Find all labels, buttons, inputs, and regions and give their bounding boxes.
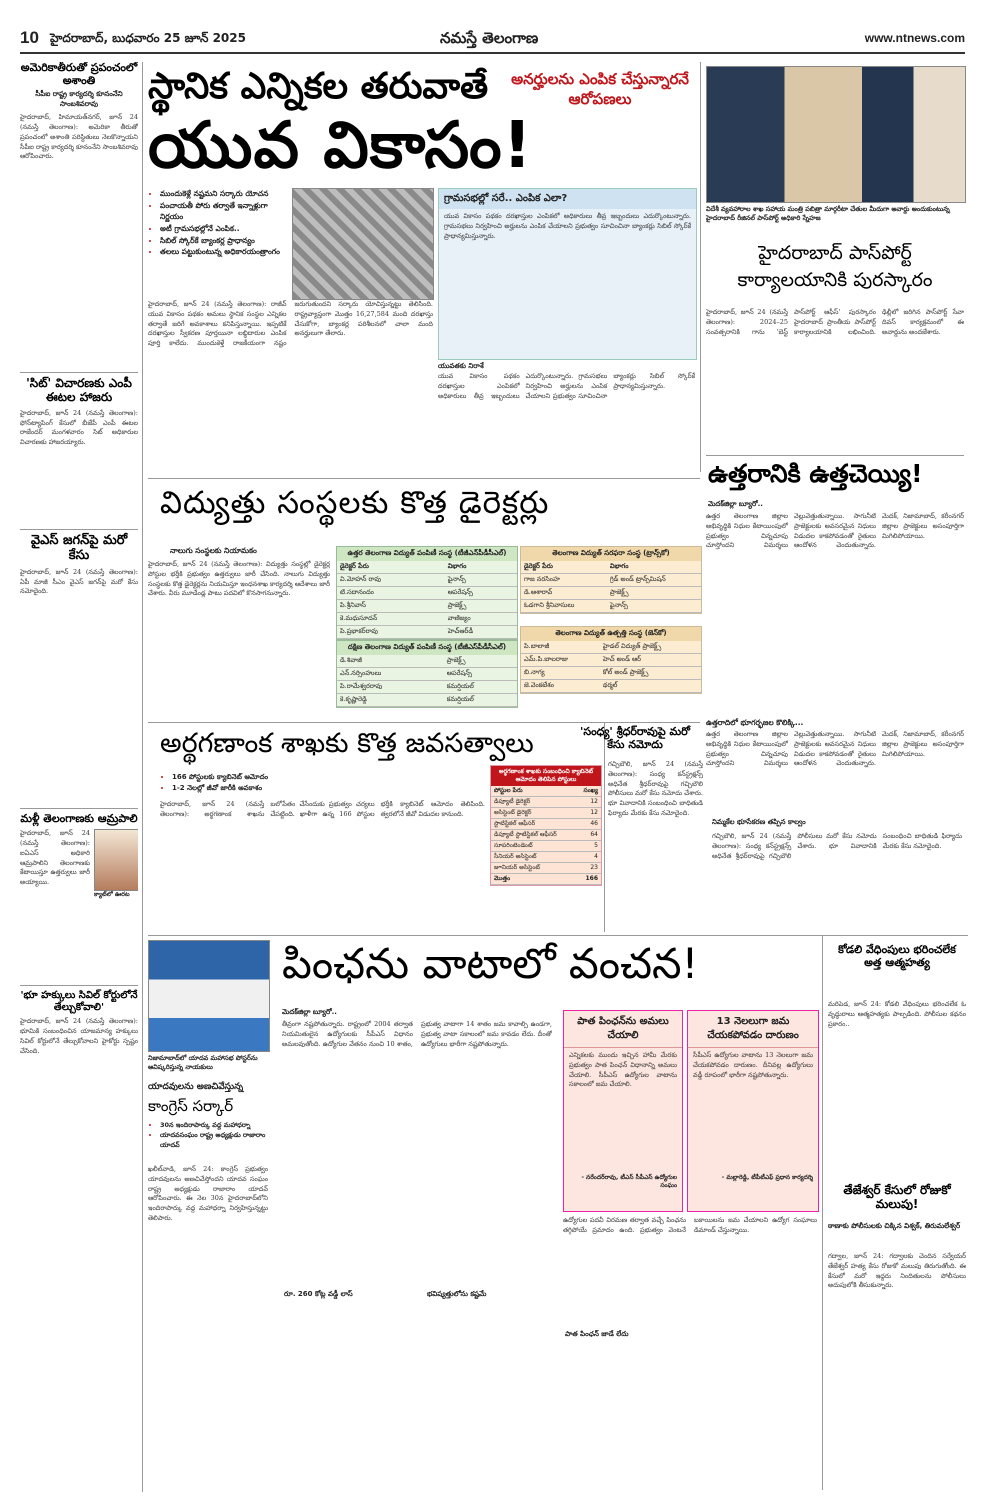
table-row: పి.బాలాజీ హైడల్ విద్యుత్ ప్రాజెక్ట్స్ [521,641,701,654]
table-row: మొత్తం 166 [491,873,601,884]
pension-box2-body: సీపీఎస్ ఉద్యోగుల వాటాను 13 నెలలుగా జమ చేయకపోవడం దారుణం. దీనివల్ల ఉద్యోగులు వడ్డీ రూపంలో భారీగా నష్టపోతున్నారు. [693,1051,813,1079]
story3-title: వైఎస్ జగన్‌పై మరో కేసు [20,529,138,564]
table-row: అసిస్టెంట్ డైరెక్టర్ 12 [491,807,601,818]
table-header: విభాగం [607,561,701,574]
lead-kicker: స్థానిక ఎన్నికల తరువాతే [148,66,489,107]
finance-table-title: అర్థగణాంక శాఖకు సంబంధించి క్యాబినెట్ ఆమోదం తెలిపిన పోస్టులు [491,766,601,786]
passport-headline: హైదరాబాద్ పాస్‌పోర్ట్ కార్యాలయానికి పురస్కారం [737,242,933,291]
lead-bullet-list [148,188,288,258]
story4-body: హైదరాబాద్, జూన్ 24 (నమస్తే తెలంగాణ): ఐఏఎస్ అధికారి ఆమ్రపాలిని తెలంగాణకు కేటాయిస్తూ ఉత్తర్వులు జారీ అయ్యాయి. [20,829,90,887]
table-row: డిప్యూటీ స్టాటిస్టికల్ ఆఫీసర్ 64 [491,829,601,840]
story2-body: హైదరాబాద్, జూన్ 24 (నమస్తే తెలంగాణ): ఫోన్‌ట్యాపింగ్ కేసులో బీజేపీ ఎంపీ ఈటల రాజేందర్ మంగళవారం సిట్ అధికారుల విచారణకు హాజరయ్యారు. [20,408,138,447]
paper-name: నమస్తే తెలంగాణ [440,29,539,47]
table-header: డైరెక్టర్ పేరు [521,561,607,574]
table-row: ఎమ్.పి.బాలరాజు హెచ్ అండ్ ఆర్ [521,654,701,667]
pension-box2-sig: - మల్లారెడ్డి, టీపీటీఎఫ్ ప్రధాన కార్యదర్శి [721,1174,813,1181]
table-row: టి.సదానందం ఆపరేషన్స్ [337,587,517,600]
press-caption: నిజామాబాద్‌లో యాదవ మహాసభ పోస్టర్‌ను ఆవిష్కరిస్తున్న నాయకులు [148,1054,258,1072]
power-table [337,561,517,639]
lead-bullet: • ముందుకెళ్లే నష్టమని సర్కారు యోచన [160,188,288,200]
pension-box2 [687,1010,819,1212]
table-row: పి.రామేశ్వరరావు కమర్షియల్ [337,681,517,694]
table-row: డిప్యూటీ డైరెక్టర్ 12 [491,796,601,807]
power-table-transco [520,546,702,614]
murder-bullet: ఠాణాకు పోలీసులకు చిక్కిన విశ్వక్, తిరుమలేశ్వర్ [828,1222,961,1230]
table-row: పి.శ్రీనివాస్ ప్రాజెక్ట్స్ [337,600,517,613]
lead-body: హైదరాబాద్, జూన్ 24 (నమస్తే తెలంగాణ): రాజీవ్ యువ వికాసం పథకం అమలు స్థానిక సంస్థల ఎన్నికల తర్వాతే జరిగే అవకాశాలు కనిపిస్తున్నాయి. ఇప్పటికే దరఖాస్తుల స్వీకరణ పూర్తయినా లబ్ధిదారుల ఎంపిక పూర్తి కాలేదు. ముందుకెళ్తే రాజకీయంగా నష్టం జరుగుతుందని సర్కారు యోచిస్తున్నట్టు తెలిసింది. రాష్ట్రవ్యాప్తంగా మొత్తం 16,27,584 మంది దరఖాస్తు చేసుకోగా, బ్యాంకర్ల పరిశీలనలో చాలా మంది అనర్హులుగా తేలారు. [148,300,433,347]
table-row: డి.శివాజీ ప్రాజెక్ట్స్ [337,655,517,668]
press-body: ఖలీల్‌వాడి, జూన్ 24: కాంగ్రెస్ ప్రభుత్వం యాదవులను అణచివేస్తోందని యాదవ సంఘం రాష్ట్ర అధ్యక్షుడు రాజారాం యాదవ్ ఆరోపించారు. ఈ నెల 30న హైదరాబాద్‌లోని ఇందిరాపార్కు వద్ద మహాధర్నా నిర్వహిస్తున్నట్టు తెలిపారు. [148,1165,268,1222]
finance-bullet: • 1-2 నెలల్లో జీవో జారీకి అవకాశం [172,783,380,794]
story4-title: మళ్లీ తెలంగాణకు ఆమ్రపాలి [20,808,138,826]
uttaram-headline: ఉత్తరానికి ఉత్తచెయ్యి! [708,459,923,488]
table-row: స్టాటిస్టికల్ ఆఫీసర్ 46 [491,818,601,829]
lead-bullet: • సిబిల్ స్కోర్‌కే బ్యాంకర్ల ప్రాధాన్యం [160,235,288,247]
power-body: హైదరాబాద్, జూన్ 24 (నమస్తే తెలంగాణ): విద్యుత్తు సంస్థల్లో డైరెక్టర్ల పోస్టుల భర్తీకి ప్రభుత్వం ఉత్తర్వులు జారీ చేసింది. నాలుగు విద్యుత్తు సంస్థలకు కొత్త డైరెక్టర్లను నియమిస్తూ ఇంధనశాఖ కార్యదర్శి ఆదేశాలు జారీ చేశారు. వీరు మూడేండ్ల పాటు పదవిలో కొనసాగనున్నారు. [148,560,330,598]
murder-title2: తేజేశ్వర్ కేసులో రోజుకో మలుపు! [843,1183,951,1211]
murder-body2: గద్వాల, జూన్ 24: గద్వాలకు చెందిన సర్వేయర్ తేజేశ్వర్ హత్య కేసు రోజుకో మలుపు తిరుగుతోంది. ఈ కేసులో మరో ఇద్దరు నిందితులను పోలీసులు అదుపులోకి తీసుకున్నారు. [828,1252,966,1290]
story1-body: హైదరాబాద్, హిమాయత్‌నగర్, జూన్ 24 (నమస్తే తెలంగాణ): అమెరికా తీరుతో ప్రపంచంలో అశాంతి పరిస్థితులు నెలకొన్నాయని సీపీఐ రాష్ట్ర కార్యదర్శి కూనంనేని సాంబశివరావు ఆరోపించారు. [20,113,138,161]
table-row: డి.ఆశారావ్ ప్రాజెక్ట్స్ [521,587,701,600]
power-table-spdcl [336,640,518,708]
lead-box-title: గ్రామసభల్లో సరే.. ఎంపిక ఎలా? [439,189,696,209]
pension-subhead3: పాత పింఛన్ జాడే లేదు [565,1330,629,1338]
power-table [521,561,701,613]
table-row: జూనియర్ అసిస్టెంట్ 23 [491,862,601,873]
pension-box1-sig: - నరేందర్‌రావు, టీఎస్ సీపీఎస్ ఉద్యోగుల సంఘం [581,1174,677,1189]
lead-headline: యువ వికాసం! [148,109,533,183]
pension-subhead: రూ. 260 కోట్ల వడ్డీ లాస్ [284,1290,353,1298]
story5-title: 'భూ హక్కులు సివిల్ కోర్టులోనే తేల్చుకోవాలి' [20,985,138,1013]
table-row: సూపరింటెండెంట్ 5 [491,840,601,851]
murder-title: కోడలి వేధింపులు భరించలేక అత్త ఆత్మహత్య [838,943,956,969]
lead-side-box [438,188,697,360]
lead-body-right: యువ వికాసం పథకం దరఖాస్తుల ఎంపికలో అధికారులు తీవ్ర ఇబ్బందులు ఎదుర్కొంటున్నారు. గ్రామసభలు నిర్వహించి అర్హులను ఎంపిక చేయాలని ప్రభుత్వం సూచించినా బ్యాంకర్లు సిబిల్ స్కోర్‌కే ప్రాధాన్యమిస్తున్నారు. [438,372,695,400]
finance-table-box [490,765,602,886]
press-photo [148,940,270,1052]
power-table [521,641,701,693]
lead-bullet: • అటీ గ్రామసభల్లోనే ఎంపిక.. [160,223,288,235]
story4-caption: క్యాట్‌లో ఊరట [94,891,130,899]
uttaram-subhead: ఉత్తరాదిలో భూగర్భజల కొలిక్కి... [706,718,804,727]
story3-body: హైదరాబాద్, జూన్ 24 (నమస్తే తెలంగాణ): ఏపీ మాజీ సీఎం వైఎస్ జగన్‌పై మరో కేసు నమోదైంది. [20,567,138,596]
pension-subhead2: భవిష్యత్తులోను కష్టమే [427,1290,487,1298]
power-table-title: దక్షిణ తెలంగాణ విద్యుత్ పంపిణీ సంస్థ (టీజీఎస్‌పీడీసీఎల్) [337,641,517,655]
table-header: డైరెక్టర్ పేరు [337,561,445,574]
finance-bullet-list [160,772,380,794]
lead-section-label: యువతకు నిరాశే [438,362,484,370]
table-row: ఎన్.నర్సింహులు ఆపరేషన్స్ [337,668,517,681]
lead-box-body: యువ వికాసం పథకం దరఖాస్తుల ఎంపికలో అధికారులు తీవ్ర ఇబ్బందులు ఎదుర్కొంటున్నారు. గ్రామసభలు నిర్వహించి అర్హులను ఎంపిక చేయాలని ప్రభుత్వం సూచించినా బ్యాంకర్లు సిబిల్ స్కోర్‌కే ప్రాధాన్యమిస్తున్నారు. [444,212,691,240]
power-table [337,655,517,707]
table-row: కె.కృష్ణారెడ్డి కమర్షియల్ [337,694,517,707]
finance-bullets [160,772,380,794]
left-column [20,62,138,1492]
press-bullet: • యాదవసంఘం రాష్ట్ర అధ్యక్షుడు రాజారాం యాదవ్ [160,1130,268,1150]
table-row: గాజ నరసింహ గ్రిడ్ అండ్ ట్రాన్స్‌మిషన్ [521,574,701,587]
sandhya-subhead: నిమ్మకేల భూసేకరణ తప్పిన కాల్వం [712,818,806,826]
press-bullets [148,1120,268,1150]
sandhya-headline: 'సంధ్య' శ్రీధర్‌రావుపై మరో కేసు నమోదు [580,725,690,751]
passport-body: హైదరాబాద్, జూన్ 24 (నమస్తే తెలంగాణ): 2024–25 సంవత్సరానికి గాను 'బెస్ట్ పాస్‌పోర్ట్ ఆఫీస్' పురస్కారం హైదరాబాద్ ప్రాంతీయ పాస్‌పోర్ట్ కార్యాలయానికి లభించింది. ఢిల్లీలో జరిగిన పాస్‌పోర్ట్ సేవా దివస్ కార్యక్రమంలో ఈ అవార్డును అందజేశారు. [706,308,964,336]
lead-bullet: • తలలు పట్టుకుంటున్న అధికారయంత్రాంగం [160,246,288,258]
table-header: విభాగం [445,561,517,574]
power-table-genco [520,626,702,694]
table-row: జె.వెంకటేశం థర్మల్ [521,680,701,693]
finance-table [491,786,601,885]
pension-box2-title: 13 నెలలుగా జమ చేయకపోవడం దారుణం [688,1011,818,1048]
power-table-title: ఉత్తర తెలంగాణ విద్యుత్ పంపిణీ సంస్థ (టీజీఎన్‌పీడీసీఎల్) [337,547,517,561]
website: www.ntnews.com [864,31,965,45]
press-bullet: • 30న ఇందిరాపార్కు వద్ద మహాధర్నా [160,1120,268,1130]
power-table-title: తెలంగాణ విద్యుత్ ఉత్పత్తి సంస్థ (జెన్‌కో) [521,627,701,641]
table-row: ఓడగాని శ్రీనివాసులు ఫైనాన్స్ [521,600,701,613]
passport-caption: విదేశీ వ్యవహారాల శాఖ సహాయ మంత్రి పబిత్రా మార్గరీటా చేతుల మీదుగా అవార్డు అందుకుంటున్న హైదరాబాద్ రీజినల్ పాస్‌పోర్ట్ అధికారి స్నేహజ [706,205,950,223]
table-header: పోస్టుల పేరు [491,786,576,797]
press-red-kicker: యాదవులను అణచివేస్తున్న [148,1082,244,1092]
uttaram-dateline: మెదక్‌జిల్లా బ్యూరో.. [708,500,763,508]
sandhya-body: గచ్చిబౌలి, జూన్ 24 (నమస్తే తెలంగాణ): సంధ్య కన్‌స్ట్రక్షన్స్ అధినేత శ్రీధర్‌రావుపై గచ్చిబౌలి పోలీసులు మరో కేసు నమోదు చేశారు. భూ వివాదానికి సంబంధించి బాధితుడి ఫిర్యాదు మేరకు కేసు నమోదైంది. [608,760,703,817]
uttaram-body-2: ఉత్తర తెలంగాణ జిల్లాల అభివృద్ధికి నిధుల కేటాయింపులో ప్రభుత్వం చిన్నచూపు చూస్తోందని విమర్శలు వెల్లువెత్తుతున్నాయి. సాగునీటి ప్రాజెక్టులకు అవసరమైన నిధులు విడుదల కాకపోవడంతో రైతులు ఆందోళన చెందుతున్నారు. మెదక్, నిజామాబాద్, కరీంనగర్ జిల్లాల ప్రాజెక్టులు అసంపూర్తిగా మిగిలిపోయాయి. [706,730,964,768]
page-number: 10 [20,28,39,47]
finance-bullet: • 166 పోస్టులకు క్యాబినెట్ ఆమోదం [172,772,380,783]
power-kicker: నాలుగు సంస్థలకు నియామకం [170,546,257,555]
story1-title: అమెరికాతీరుతో ప్రపంచంలో అశాంతి [20,62,138,87]
finance-headline: అర్థగణాంక శాఖకు కొత్త జవసత్వాలు [160,728,534,759]
murder-body: మరిపెడ, జూన్ 24: కోడలి వేధింపులు భరించలేక ఓ వృద్ధురాలు ఆత్మహత్యకు పాల్పడింది. పోలీసుల కథనం ప్రకారం.. [828,1000,966,1028]
power-table-npdcl [336,546,518,640]
finance-body: హైదరాబాద్, జూన్ 24 (నమస్తే తెలంగాణ): అర్థగణాంక శాఖను బలోపేతం చేసేందుకు ప్రభుత్వం చర్యలు చేపట్టింది. ఖాళీగా ఉన్న 166 పోస్టుల భర్తీకి క్యాబినెట్ ఆమోదం తెలిపింది. త్వరలోనే జీవో విడుదల కానుంది. [160,800,485,818]
pension-box1-body: ఎన్నికలకు ముందు ఇచ్చిన హామీ మేరకు ప్రభుత్వం పాత పింఛన్ విధానాన్ని అమలు చేయాలి. సీపీఎస్ ఉద్యోగుల వాటాను సకాలంలో జమ చేయాలి. [569,1051,677,1089]
pension-box1-title: పాత పింఛన్‌ను అమలు చేయాలి [564,1011,682,1048]
amrapali-photo [94,829,138,891]
story5-body: హైదరాబాద్, జూన్ 24 (నమస్తే తెలంగాణ): భూమికి సంబంధించిన యాజమాన్య హక్కులు సివిల్ కోర్టులోనే తేల్చుకోవాలని హైకోర్టు స్పష్టం చేసింది. [20,1017,138,1055]
pension-body-2: ఉద్యోగుల పదవీ విరమణ తర్వాత వచ్చే పింఛను తగ్గిపోయే ప్రమాదం ఉంది. ప్రభుత్వం వెంటనే బకాయిలను జమ చేయాలని ఉద్యోగ సంఘాలు డిమాండ్ చేస్తున్నాయి. [563,1216,817,1234]
table-row: కె.మధుసూదన్ వాణిజ్యం [337,613,517,626]
table-row: సీనియర్ అసిస్టెంట్ 4 [491,851,601,862]
press-bullet-list [148,1120,268,1150]
pension-headline: పింఛను వాటాలో వంచన! [282,939,699,988]
cash-photo [292,188,434,300]
dateline: హైదరాబాద్, బుధవారం 25 జూన్ 2025 [50,31,246,45]
power-headline: విద్యుత్తు సంస్థలకు కొత్త డైరెక్టర్లు [160,485,550,521]
table-header: సంఖ్య [576,786,601,797]
lead-bullet: • పంచాయతీ పోరు తర్వాతే ఇన్నాళ్లుగా నిర్ణయం [160,200,288,223]
pension-dateline: మెదక్‌జిల్లా బ్యూరో.. [282,1008,337,1016]
power-table-title: తెలంగాణ విద్యుత్ సరఫరా సంస్థ (ట్రాన్స్‌కో) [521,547,701,561]
table-row: వి.మోహన్ రావు ఫైనాన్స్ [337,574,517,587]
page-header [20,26,965,54]
story2-title: 'సిట్' విచారణకు ఎంపీ ఈటల హాజరు [20,372,138,405]
pension-body: తీవ్రంగా నష్టపోతున్నారు. రాష్ట్రంలో 2004 తర్వాత నియమితులైన ఉద్యోగులకు సీపీఎస్ విధానం అమలవుతోంది. ఉద్యోగుల వేతనం నుంచి 10 శాతం, ప్రభుత్వ వాటాగా 14 శాతం జమ కావాల్సి ఉండగా, ప్రభుత్వ వాటా సకాలంలో జమ కావడం లేదు. దీంతో ఉద్యోగులు భారీగా నష్టపోతున్నారు. [282,1020,552,1048]
table-row: పి.ప్రభాకర్‌రావు హెచ్‌ఆర్‌డీ [337,626,517,639]
passport-photo [706,66,966,203]
table-row: బి.నాగ్య కోల్ అండ్ ప్రాజెక్ట్స్ [521,667,701,680]
story1-sub: సీపీఐ రాష్ట్ర కార్యదర్శి కూనంనేని సాంబశివరావు [35,90,123,109]
pension-box1 [563,1010,683,1212]
lead-side-red: అనర్హులను ఎంపిక చేస్తున్నారనే ఆరోపణలు [511,70,689,108]
press-headline: కాంగ్రెస్ సర్కార్ [148,1097,234,1115]
sandhya-body-2: గచ్చిబౌలి, జూన్ 24 (నమస్తే తెలంగాణ): సంధ్య కన్‌స్ట్రక్షన్స్ అధినేత శ్రీధర్‌రావుపై గచ్చిబౌలి పోలీసులు మరో కేసు నమోదు చేశారు. భూ వివాదానికి సంబంధించి బాధితుడి ఫిర్యాదు మేరకు కేసు నమోదైంది. [712,832,962,860]
uttaram-body: ఉత్తర తెలంగాణ జిల్లాల అభివృద్ధికి నిధుల కేటాయింపులో ప్రభుత్వం చిన్నచూపు చూస్తోందని విమర్శలు వెల్లువెత్తుతున్నాయి. సాగునీటి ప్రాజెక్టులకు అవసరమైన నిధులు విడుదల కాకపోవడంతో రైతులు ఆందోళన చెందుతున్నారు. మెదక్, నిజామాబాద్, కరీంనగర్ జిల్లాల ప్రాజెక్టులు అసంపూర్తిగా మిగిలిపోయాయి. [706,512,964,550]
